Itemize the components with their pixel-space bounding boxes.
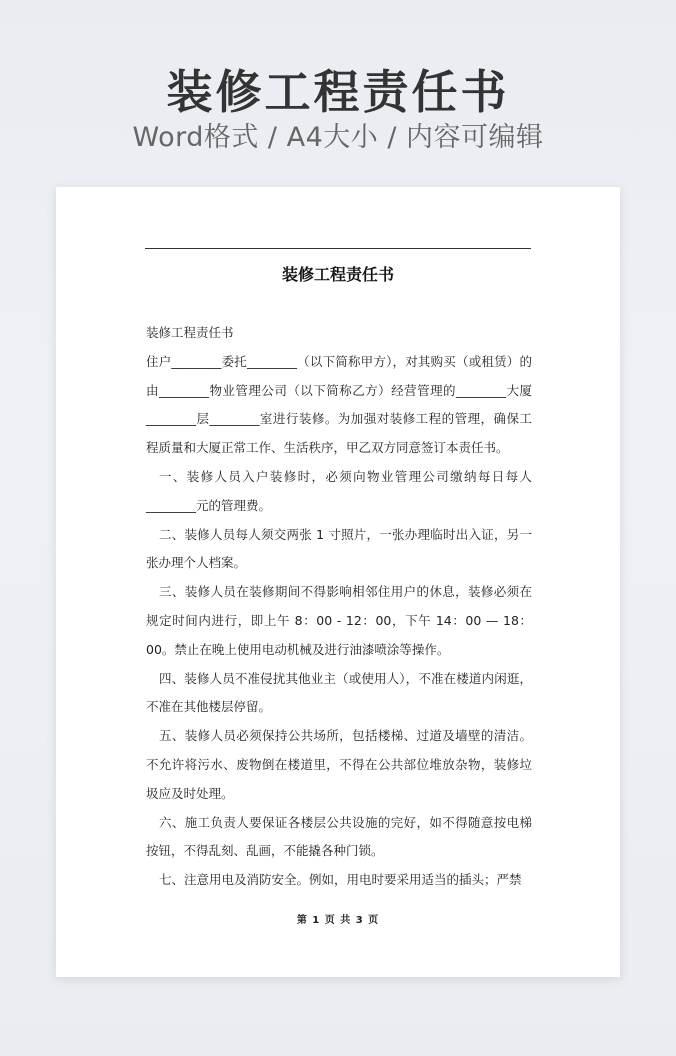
paragraph-preamble: 住户________委托________（以下简称甲方），对其购买（或租赁）的由________物业管理公司（以下简称乙方）经营管理的________大厦________层________室进行装修。为加强对装修工程的管理，确保工程质量和大厦正常工作、生活秩序，甲乙双方同意签订本责任书。 [146, 353, 532, 456]
banner-title: 装修工程责任书 [166, 65, 510, 119]
clause-3: 三、装修人员在装修期间不得影响相邻住用户的休息，装修必须在规定时间内进行，即上午 8：00 - 12：00，下午 14：00 — 18：00。禁止在晚上使用电动机械及进行油漆喷涂等操作。 [146, 584, 532, 657]
clause-7: 七、注意用电及消防安全。例如，用电时要采用适当的插头；严禁 [159, 872, 522, 888]
clause-2: 二、装修人员每人须交两张 1 寸照片，一张办理临时出入证，另一张办理个人档案。 [146, 526, 532, 571]
clause-5: 五、装修人员必须保持公共场所，包括楼梯、过道及墙壁的清洁。不允许将污水、废物倒在楼道里，不得在公共部位堆放杂物，装修垃圾应及时处理。 [146, 728, 532, 801]
clause-1: 一、装修人员入户装修时，必须向物业管理公司缴纳每日每人________元的管理费。 [146, 468, 532, 513]
clause-4: 四、装修人员不准侵扰其他业主（或使用人），不准在楼道内闲逛，不准在其他楼层停留。 [146, 670, 532, 715]
page-footer: 第 1 页 共 3 页 [296, 915, 380, 926]
clause-6: 六、施工负责人要保证各楼层公共设施的完好，如不得随意按电梯按钮，不得乱刻、乱画，不能撬各种门锁。 [146, 814, 532, 859]
document-title: 装修工程责任书 [281, 265, 394, 284]
paragraph-heading: 装修工程责任书 [146, 325, 234, 340]
document-page [56, 187, 620, 977]
header-rule [145, 248, 531, 249]
banner-subtitle: Word格式 / A4大小 / 内容可编辑 [132, 122, 544, 153]
document-body [146, 319, 532, 895]
